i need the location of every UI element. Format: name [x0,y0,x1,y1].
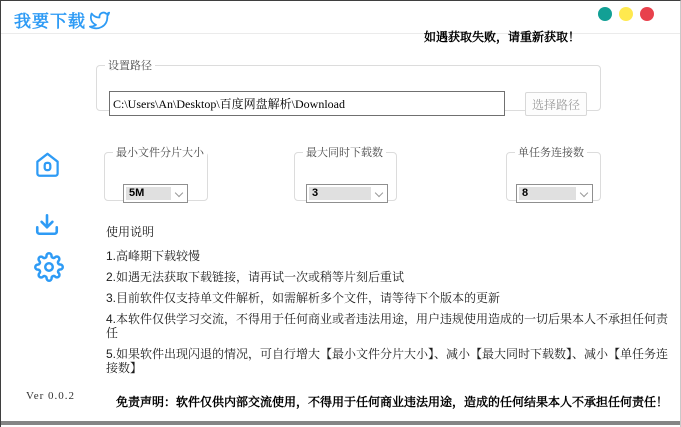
max-downloads-value: 3 [309,187,371,200]
retry-notice: 如遇获取失败，请重新获取！ [423,30,580,44]
home-icon [34,151,61,178]
chevron-down-icon [576,185,592,202]
max-downloads-group [294,144,397,201]
instruction-item: 4.本软件仅供学习交流，不得用于任何商业或者违法用途，用户违规使用造成的一切后果本人不承担任何责任 [106,312,669,340]
download-icon [34,211,60,237]
window-bottom-edge [1,421,681,425]
traffic-lights [598,7,654,21]
min-chunk-size-select[interactable] [123,184,188,203]
max-downloads-select[interactable] [306,184,388,203]
max-downloads-label: 最大同时下载数 [306,147,383,159]
disclaimer-text: 免责声明：软件仅供内部交流使用，不得用于任何商业违法用途，造成的任何结果本人不承担任何责任！ [116,395,669,409]
chevron-down-icon [171,185,187,202]
path-legend: 设置路径 [108,60,152,72]
chevron-down-icon [371,185,387,202]
sidebar-item-download[interactable] [34,211,60,237]
traffic-light-green[interactable] [598,7,612,21]
connections-group [506,144,601,201]
instruction-item: 1.高峰期下载较慢 [106,249,201,263]
traffic-light-red[interactable] [640,7,654,21]
instruction-item: 2.如遇无法获取下载链接，请再试一次或稍等片刻后重试 [106,270,405,284]
page-title: 我要下载 [14,12,86,31]
instructions-section [106,223,673,382]
gear-icon [34,252,64,282]
min-chunk-size-label: 最小文件分片大小 [116,147,204,159]
path-input[interactable] [109,91,505,116]
header [14,7,110,32]
instruction-item: 3.目前软件仅支持单文件解析，如需解析多个文件，请等待下个版本的更新 [106,291,501,305]
sidebar-item-settings[interactable] [34,252,64,282]
sidebar-item-home[interactable] [34,151,61,178]
version-label: Ver 0.0.2 [26,390,76,402]
bird-icon [89,10,110,31]
instructions-title: 使用说明 [106,225,155,239]
choose-path-button[interactable]: 选择路径 [525,92,587,116]
connections-value: 8 [519,187,576,200]
instruction-item: 5.如果软件出现闪退的情况，可自行增大【最小文件分片大小】、减小【最大同时下载数】、减小【单任务连接数】 [106,347,669,375]
min-chunk-size-group [104,144,208,201]
path-section [96,57,601,111]
connections-label: 单任务连接数 [518,147,584,159]
connections-select[interactable] [516,184,593,203]
min-chunk-size-value: 5M [126,187,171,200]
traffic-light-yellow[interactable] [619,7,633,21]
